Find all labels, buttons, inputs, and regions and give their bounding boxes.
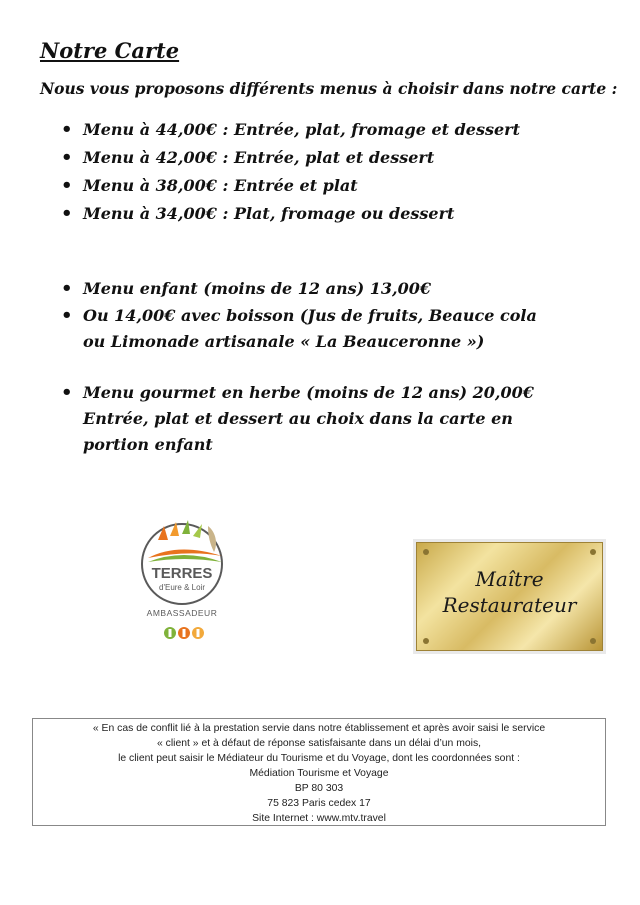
- notice-website: Site Internet : www.mtv.travel: [252, 813, 386, 824]
- menu-gourmet-details: Entrée, plat et dessert au choix dans la carte en portion enfant: [83, 409, 513, 454]
- plaque-line-2: Restaurateur: [442, 593, 577, 617]
- intro-text: Nous vous proposons différents menus à choisir dans notre carte :: [40, 79, 618, 98]
- plaque-line-1: Maître: [475, 567, 544, 591]
- logo-subname: d'Eure & Loir: [159, 583, 205, 592]
- terres-eure-loir-logo: [138, 518, 234, 646]
- logo-label: AMBASSADEUR: [146, 608, 218, 618]
- menu-list-children: [0, 276, 563, 355]
- screw-icon: [423, 638, 429, 644]
- list-item: • Menu à 44,00€ : Entrée, plat, fromage et dessert: [0, 117, 563, 145]
- notice-line: BP 80 303: [294, 783, 344, 794]
- list-item: [0, 380, 563, 458]
- page-title: Notre Carte: [40, 38, 180, 63]
- maitre-restaurateur-plaque: [416, 542, 603, 651]
- list-item: • Menu à 42,00€ : Entrée, plat et dessert: [0, 145, 563, 173]
- notice-line: 75 823 Paris cedex 17: [267, 798, 371, 809]
- logo-name: TERRES: [151, 565, 213, 582]
- terres-logo-icon: [138, 518, 234, 646]
- list-item: • Ou 14,00€ avec boisson (Jus de fruits, Beauce cola ou Limonade artisanale « La Beauceronne »): [0, 303, 563, 355]
- list-item: • Menu enfant (moins de 12 ans) 13,00€: [0, 276, 563, 303]
- screw-icon: [590, 638, 596, 644]
- list-item: • Menu à 38,00€ : Entrée et plat: [0, 173, 563, 201]
- notice-line: Médiation Tourisme et Voyage: [249, 768, 389, 779]
- notice-line: le client peut saisir le Médiateur du Tourisme et du Voyage, dont les coordonnées sont :: [118, 753, 520, 764]
- notice-line: « client » et à défaut de réponse satisfaisante dans un délai d’un mois,: [156, 738, 482, 749]
- screw-icon: [590, 549, 596, 555]
- menu-list-gourmet: [0, 380, 563, 458]
- list-item: • Menu à 34,00€ : Plat, fromage ou dessert: [0, 201, 563, 229]
- notice-line: « En cas de conflit lié à la prestation servie dans notre établissement et après avoir saisi le service: [92, 723, 546, 734]
- menu-list-main: [0, 117, 563, 229]
- menu-gourmet-title: Menu gourmet en herbe (moins de 12 ans) 20,00€: [83, 383, 534, 402]
- screw-icon: [423, 549, 429, 555]
- mediation-notice: [32, 718, 606, 826]
